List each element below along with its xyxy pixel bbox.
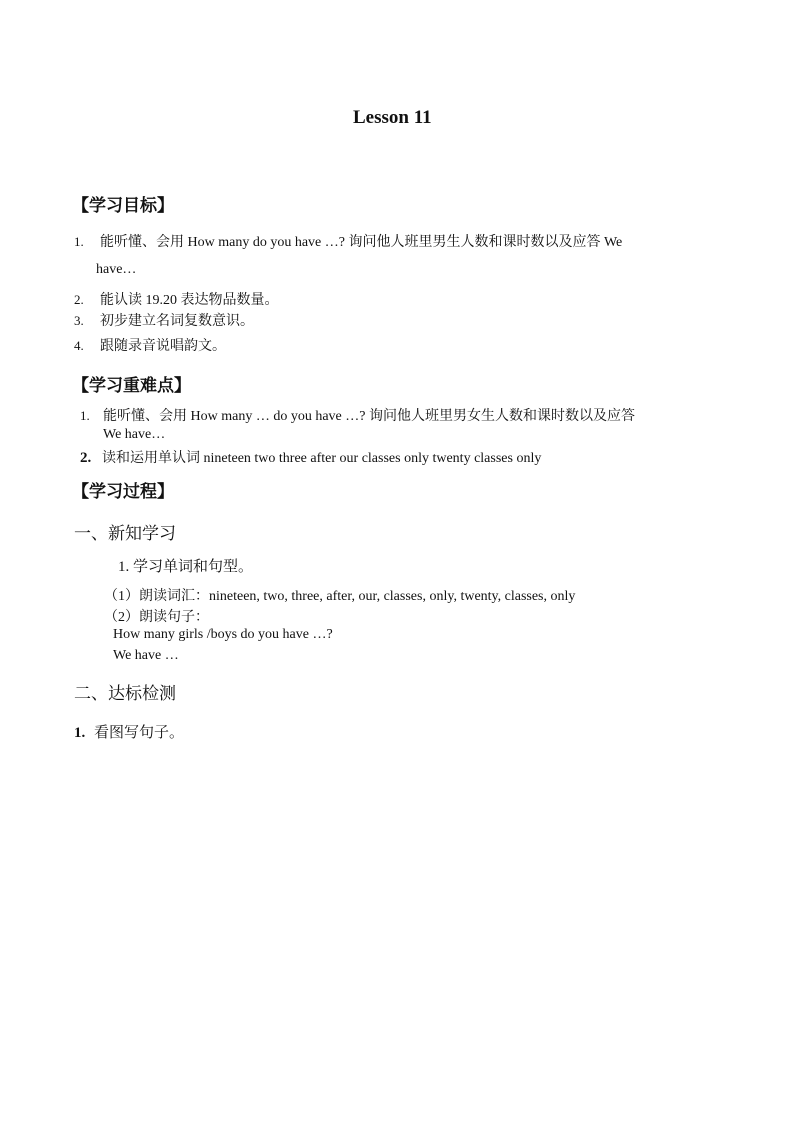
list-number: 1. xyxy=(80,408,90,423)
subsection-heading-new-knowledge: 一、新知学习 xyxy=(74,524,176,543)
task-text: 看图写句子。 xyxy=(94,725,185,741)
subsection-heading-assessment: 二、达标检测 xyxy=(74,684,176,703)
list-text: 读和运用单认词 nineteen two three after our classes only twenty classes only xyxy=(102,451,542,466)
task-item xyxy=(74,721,184,742)
list-item xyxy=(80,405,635,425)
list-number: 1. xyxy=(74,234,84,249)
list-text: 能认读 19.20 表达物品数量。 xyxy=(100,293,279,308)
list-item xyxy=(74,289,279,309)
sentence-line: How many girls /boys do you have …? xyxy=(113,627,333,642)
list-text: 能听懂、会用 How many do you have …? 询问他人班里男生人数和课时数以及应答 We xyxy=(100,235,623,250)
list-item xyxy=(74,335,226,355)
sentence-line: We have … xyxy=(113,648,179,663)
list-item-continuation: We have… xyxy=(103,427,166,442)
list-item xyxy=(74,310,254,330)
page-title: Lesson 11 xyxy=(353,107,432,128)
sentences-label: （2）朗读句子： xyxy=(104,610,209,625)
list-text: 跟随录音说唱韵文。 xyxy=(100,339,226,354)
task-number: 1. xyxy=(74,725,86,741)
section-heading-process: 【学习过程】 xyxy=(72,482,174,501)
step-item: 1. 学习单词和句型。 xyxy=(118,559,254,575)
list-item xyxy=(80,447,541,467)
list-text: 能听懂、会用 How many … do you have …? 询问他人班里男女生人数和课时数以及应答 xyxy=(103,409,635,424)
section-heading-objectives: 【学习目标】 xyxy=(72,196,174,215)
vocab-line: （1）朗读词汇：nineteen, two, three, after, our, classes, only, twenty, classes, only xyxy=(104,589,576,604)
list-item xyxy=(74,231,622,251)
list-number: 3. xyxy=(74,313,84,328)
list-number: 4. xyxy=(74,338,84,353)
list-number: 2. xyxy=(74,292,84,307)
list-item-continuation: have… xyxy=(96,262,137,277)
list-number: 2. xyxy=(80,450,92,466)
section-heading-key-points: 【学习重难点】 xyxy=(72,376,191,395)
list-text: 初步建立名词复数意识。 xyxy=(100,314,254,329)
